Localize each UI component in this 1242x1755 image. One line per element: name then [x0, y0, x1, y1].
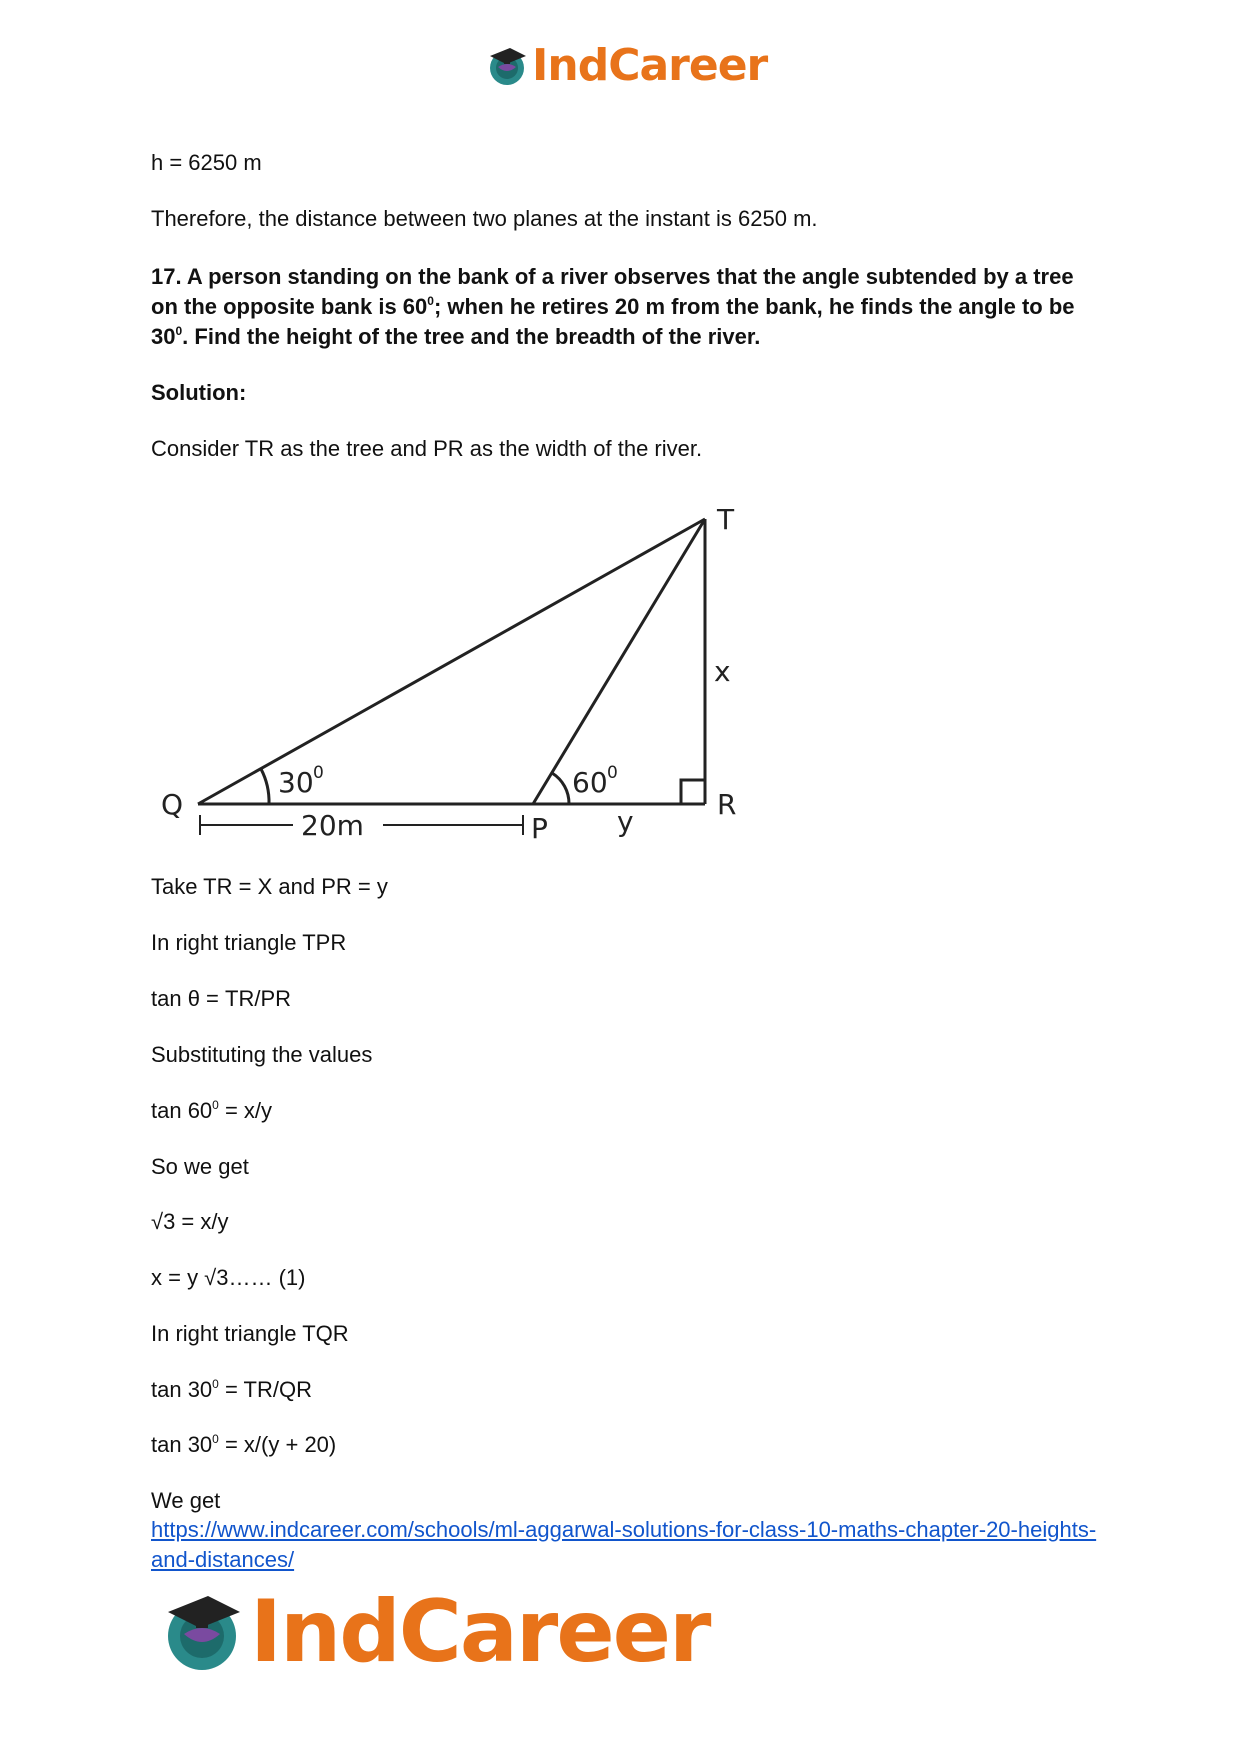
graduation-globe-icon: [486, 45, 528, 87]
solution-label: Solution:: [151, 380, 247, 405]
label-y: y: [617, 805, 634, 838]
step-line: [151, 1432, 336, 1458]
degree-sup: 0: [175, 324, 183, 338]
question-part: . Find the height of the tree and the breadth of the river.: [182, 324, 761, 349]
step-line: So we get: [151, 1154, 249, 1179]
step-line: tan θ = TR/PR: [151, 986, 292, 1011]
line-QT: [198, 519, 705, 804]
step-part: tan 30: [151, 1377, 213, 1402]
logo-text: IndCareer: [532, 40, 768, 91]
step-part: = x/y: [218, 1098, 273, 1123]
step-line: Substituting the values: [151, 1042, 373, 1067]
conclusion-line: Therefore, the distance between two planes at the instant is 6250 m.: [151, 206, 818, 231]
angle-arc-60: [552, 773, 569, 804]
step-line: In right triangle TPR: [151, 930, 347, 955]
step-part: tan 60: [151, 1098, 213, 1123]
triangle-diagram: [151, 495, 751, 855]
question-part: 17. A person standing on the bank of a river observes that the angle subtended by a tree on the opposite bank is 60: [151, 264, 1074, 319]
angle-label-60-sup: 0: [607, 763, 618, 783]
question-part: ; when he retires 20 m from the bank, he finds the angle to be 30: [151, 294, 1075, 349]
graduation-globe-icon: [160, 1590, 244, 1674]
header-logo: [486, 40, 767, 91]
angle-label-30-sup: 0: [313, 763, 324, 783]
step-line: [151, 1377, 312, 1403]
step-line: [151, 1098, 272, 1124]
degree-sup: 0: [212, 1098, 219, 1112]
angle-arc-30: [261, 769, 269, 804]
label-T: T: [717, 503, 735, 536]
step-line: In right triangle TQR: [151, 1321, 349, 1346]
step-line: √3 = x/y: [151, 1209, 229, 1234]
step-line: x = y √3…… (1): [151, 1265, 306, 1290]
step-part: tan 30: [151, 1432, 213, 1457]
label-P: P: [531, 812, 548, 845]
h-value-line: h = 6250 m: [151, 150, 262, 175]
consider-line: Consider TR as the tree and PR as the width of the river.: [151, 436, 703, 461]
line-PT: [533, 519, 705, 804]
step-part: = x/(y + 20): [218, 1432, 337, 1457]
footer-logo: [160, 1582, 709, 1682]
label-x: x: [714, 655, 731, 688]
source-link[interactable]: https://www.indcareer.com/schools/ml-aggarwal-solutions-for-class-10-maths-chapter-20-heights-and-distances/: [151, 1517, 1097, 1572]
degree-sup: 0: [212, 1432, 219, 1446]
logo-text: IndCareer: [250, 1582, 710, 1682]
label-Q: Q: [161, 788, 184, 821]
step-line: Take TR = X and PR = y: [151, 874, 388, 899]
step-line: We get: [151, 1488, 221, 1513]
dist-label-20m: 20m: [301, 809, 364, 842]
step-part: = TR/QR: [218, 1377, 312, 1402]
angle-label-30: 30: [278, 766, 314, 799]
angle-label-60: 60: [572, 766, 608, 799]
degree-sup: 0: [212, 1377, 219, 1391]
question-17: [151, 262, 1091, 352]
label-R: R: [717, 788, 737, 821]
right-angle-mark: [681, 780, 705, 804]
degree-sup: 0: [427, 294, 434, 308]
